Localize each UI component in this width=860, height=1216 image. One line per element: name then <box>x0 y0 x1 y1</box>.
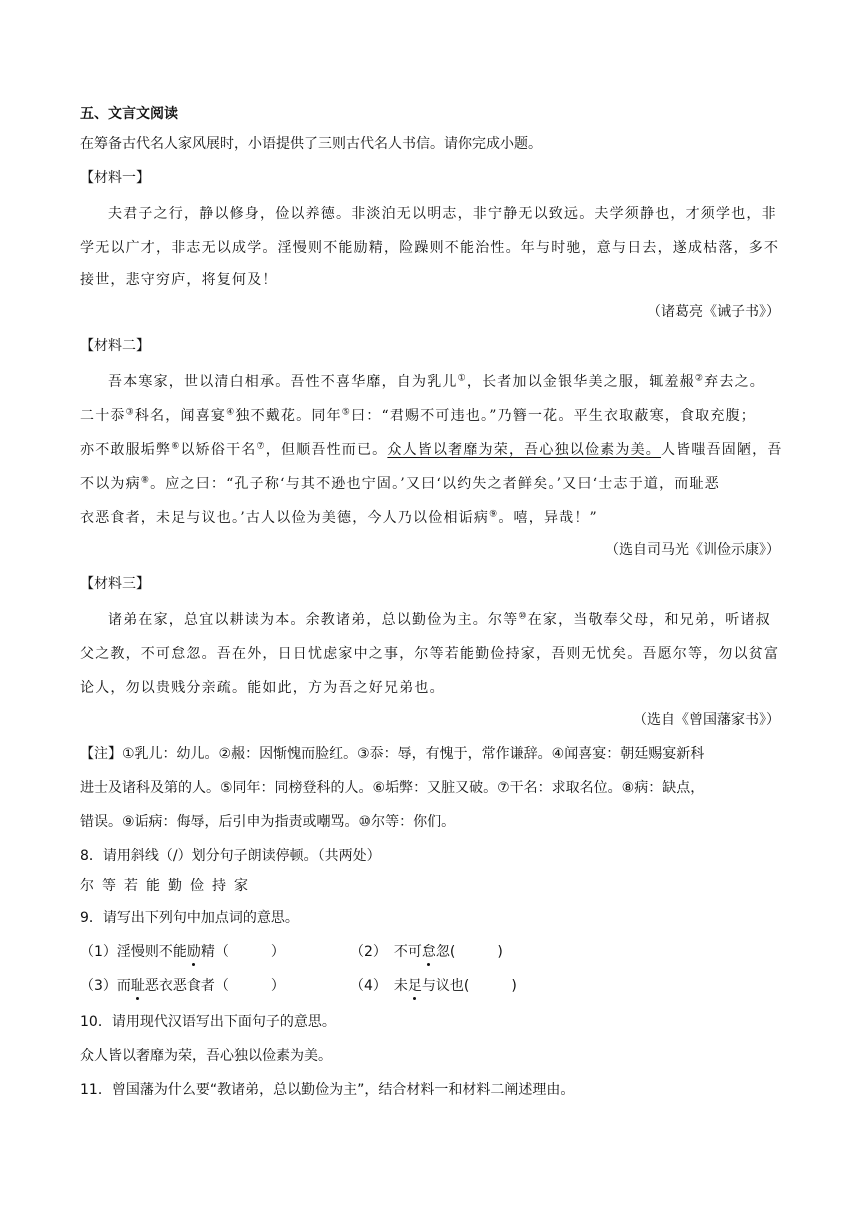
material2-line: 二十忝③科名，闻喜宴④独不戴花。同年⑤曰：“君赐不可违也。”乃簪一花。平生衣取蔽寒，食取充腹； <box>80 407 756 424</box>
material3-source: （选自《曾国藩家书》） <box>633 712 780 728</box>
question-9-item-4: （4） 未足与议也( ) <box>350 978 517 994</box>
material1-line: 学无以广才，非志无以成学。淫慢则不能励精，险躁则不能治性。年与时驰，意与日去，遂成枯落，多不 <box>80 240 780 256</box>
material3-line: 父之教，不可怠忽。吾在外，日日忧虑家中之事，尔等若能勤俭持家，吾则无忧矣。吾愿尔等，勿以贫富 <box>80 646 780 662</box>
material2-line: 吾本寒家，世以清白相承。吾性不喜华靡，自为乳儿①，长者加以金银华美之服，辄羞赧②弃去之。 <box>108 373 765 390</box>
material1-source: （诸葛亮《诫子书》） <box>647 304 780 320</box>
question-8-prompt: 8．请用斜线（/）划分句子朗读停顿。（共两处） <box>80 848 381 864</box>
question-10-sentence: 众人皆以奢靡为荣，吾心独以俭素为美。 <box>80 1048 332 1064</box>
question-8-sentence: 尔等若能勤俭持家 <box>80 878 256 894</box>
question-9-row <box>80 942 503 962</box>
question-9-item-2: （2） 不可怠忽( ) <box>350 944 503 960</box>
material3-line: 诸弟在家，总宜以耕读为本。余教诸弟，总以勤俭为主。尔等⑩在家，当敬奉父母，和兄弟，听诸叔 <box>108 611 771 628</box>
intro-text: 在筹备古代名人家风展时，小语提供了三则古代名人书信。请你完成小题。 <box>80 136 542 152</box>
material1-label: 【材料一】 <box>80 170 150 186</box>
material3-line: 论人，勿以贵贱分亲疏。能如此，方为吾之好兄弟也。 <box>80 680 445 696</box>
notes-line: 错误。⑨诟病：侮辱，后引申为指责或嘲骂。⑩尔等：你们。 <box>80 814 456 830</box>
section-title: 五、文言文阅读 <box>80 106 178 122</box>
question-9-prompt: 9．请写出下列句中加点词的意思。 <box>80 910 299 926</box>
material2-source: （选自司马光《训俭示康》） <box>605 542 780 558</box>
material2-line: 不以为病⑧。应之曰：“孔子称‘与其不逊也宁固。’又曰‘以约失之者鲜矣。’又曰‘士志于道，而耻恶 <box>80 475 720 492</box>
material3-label: 【材料三】 <box>80 576 150 592</box>
notes-line: 进士及诸科及第的人。⑤同年：同榜登科的人。⑥垢弊：又脏又破。⑦干名：求取名位。⑧病：缺点， <box>80 780 705 796</box>
material2-label: 【材料二】 <box>80 338 150 354</box>
material2-line: 衣恶食者，未足与议也。’古人以俭为美德，今人乃以俭相诟病⑨。嘻，异哉！” <box>80 509 598 526</box>
question-9-item-1: （1）淫慢则不能励精（ ） <box>80 944 285 960</box>
question-9-item-3: （3）而耻恶衣恶食者（ ） <box>80 978 285 994</box>
underlined-sentence: 众人皆以奢靡为荣，吾心独以俭素为美。 <box>387 442 661 458</box>
notes-line: 【注】①乳儿：幼儿。②赧：因惭愧而脸红。③忝：辱，有愧于，常作谦辞。④闻喜宴：朝廷赐宴新科 <box>80 746 705 762</box>
material1-line: 夫君子之行，静以修身，俭以养德。非淡泊无以明志，非宁静无以致远。夫学须静也，才须学也，非 <box>108 206 777 222</box>
question-11-prompt: 11．曾国藩为什么要“教诸弟，总以勤俭为主”，结合材料一和材料二阐述理由。 <box>80 1082 575 1098</box>
material2-line: 亦不敢服垢弊⑥以矫俗干名⑦，但顺吾性而已。众人皆以奢靡为荣，吾心独以俭素为美。人皆嗤吾固陋，吾 <box>80 441 783 458</box>
material1-line: 接世，悲守穷庐，将复何及！ <box>80 272 278 288</box>
question-10-prompt: 10．请用现代汉语写出下面句子的意思。 <box>80 1014 336 1030</box>
question-9-row <box>80 976 517 996</box>
